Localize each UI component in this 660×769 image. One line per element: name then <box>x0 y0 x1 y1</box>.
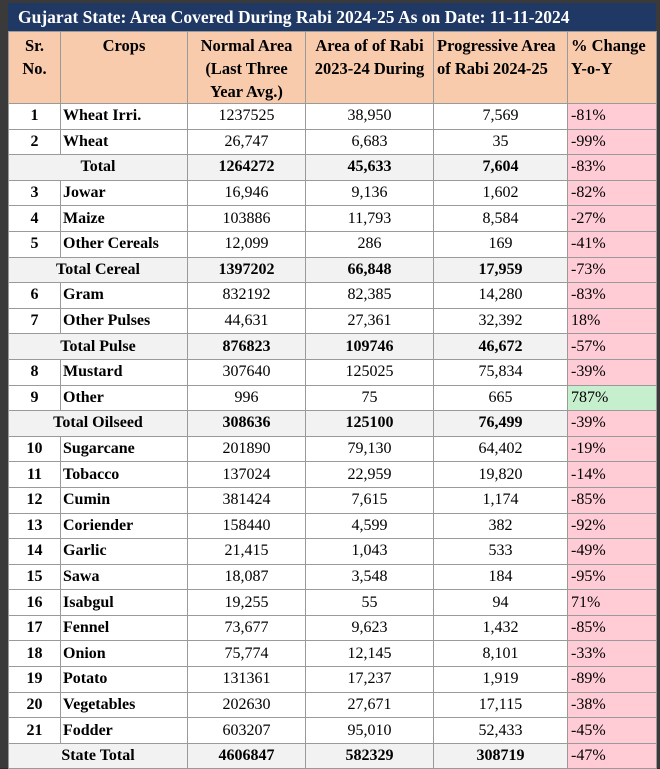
crop-name-cell: Potato <box>61 667 188 693</box>
crop-name-cell: Sugarcane <box>61 436 188 462</box>
table-row <box>9 385 657 411</box>
normal-area-cell: 832192 <box>188 283 306 309</box>
prev-area-cell: 6,683 <box>306 129 434 155</box>
progressive-area-cell: 94 <box>434 590 568 616</box>
progressive-area-cell: 169 <box>434 231 568 257</box>
prev-area-cell: 286 <box>306 231 434 257</box>
crop-name-cell: Other Cereals <box>61 231 188 257</box>
percent-change-cell: -45% <box>568 718 657 744</box>
normal-area-cell: 26,747 <box>188 129 306 155</box>
header-row <box>9 32 657 104</box>
total-row <box>9 334 657 360</box>
crop-name-cell: Fennel <box>61 615 188 641</box>
progressive-area-cell: 7,569 <box>434 104 568 130</box>
sr-no-cell: 15 <box>9 564 61 590</box>
table-row <box>9 231 657 257</box>
prev-area-cell: 12,145 <box>306 641 434 667</box>
table-row <box>9 283 657 309</box>
prev-area-cell: 109746 <box>306 334 434 360</box>
sr-no-cell: 13 <box>9 513 61 539</box>
crop-name-cell: Wheat Irri. <box>61 104 188 130</box>
percent-change-cell: -41% <box>568 231 657 257</box>
crop-name-cell: Tobacco <box>61 462 188 488</box>
progressive-area-cell: 76,499 <box>434 411 568 437</box>
crop-name-cell: Sawa <box>61 564 188 590</box>
sr-no-cell: 12 <box>9 487 61 513</box>
percent-change-cell: 18% <box>568 308 657 334</box>
total-label: Total Cereal <box>9 257 188 283</box>
percent-change-cell: -92% <box>568 513 657 539</box>
sr-no-cell: 4 <box>9 206 61 232</box>
prev-area-cell: 11,793 <box>306 206 434 232</box>
sr-no-cell: 16 <box>9 590 61 616</box>
prev-area-cell: 55 <box>306 590 434 616</box>
normal-area-cell: 1264272 <box>188 155 306 181</box>
total-row <box>9 257 657 283</box>
table-row <box>9 462 657 488</box>
crop-name-cell: Wheat <box>61 129 188 155</box>
progressive-area-cell: 1,919 <box>434 667 568 693</box>
prev-area-cell: 9,623 <box>306 615 434 641</box>
crop-name-cell: Other Pulses <box>61 308 188 334</box>
percent-change-cell: -57% <box>568 334 657 360</box>
percent-change-cell: -85% <box>568 615 657 641</box>
header-crops: Crops <box>61 32 188 104</box>
normal-area-cell: 18,087 <box>188 564 306 590</box>
progressive-area-cell: 1,174 <box>434 487 568 513</box>
table-title: Gujarat State: Area Covered During Rabi 2024-25 As on Date: 11-11-2024 <box>8 3 656 31</box>
table-row <box>9 513 657 539</box>
table-row <box>9 615 657 641</box>
percent-change-cell: -33% <box>568 641 657 667</box>
prev-area-cell: 9,136 <box>306 180 434 206</box>
percent-change-cell: -82% <box>568 180 657 206</box>
sr-no-cell: 11 <box>9 462 61 488</box>
prev-area-cell: 4,599 <box>306 513 434 539</box>
rabi-area-table <box>8 31 657 769</box>
total-label: State Total <box>9 743 188 769</box>
normal-area-cell: 876823 <box>188 334 306 360</box>
sr-no-cell: 7 <box>9 308 61 334</box>
percent-change-cell: -73% <box>568 257 657 283</box>
percent-change-cell: -27% <box>568 206 657 232</box>
progressive-area-cell: 19,820 <box>434 462 568 488</box>
prev-area-cell: 79,130 <box>306 436 434 462</box>
table-row <box>9 667 657 693</box>
normal-area-cell: 996 <box>188 385 306 411</box>
header-prev-area: Area of of Rabi 2023-24 During <box>306 32 434 104</box>
percent-change-cell: -81% <box>568 104 657 130</box>
progressive-area-cell: 1,602 <box>434 180 568 206</box>
table-row <box>9 206 657 232</box>
progressive-area-cell: 184 <box>434 564 568 590</box>
table-row <box>9 641 657 667</box>
crop-name-cell: Isabgul <box>61 590 188 616</box>
sr-no-cell: 17 <box>9 615 61 641</box>
progressive-area-cell: 17,115 <box>434 692 568 718</box>
percent-change-cell: -39% <box>568 359 657 385</box>
prev-area-cell: 75 <box>306 385 434 411</box>
percent-change-cell: -89% <box>568 667 657 693</box>
header-progressive-area: Progressive Area of Rabi 2024-25 <box>434 32 568 104</box>
percent-change-cell: 787% <box>568 385 657 411</box>
sr-no-cell: 19 <box>9 667 61 693</box>
percent-change-cell: -39% <box>568 411 657 437</box>
progressive-area-cell: 382 <box>434 513 568 539</box>
progressive-area-cell: 7,604 <box>434 155 568 181</box>
percent-change-cell: -85% <box>568 487 657 513</box>
table-row <box>9 718 657 744</box>
percent-change-cell: -49% <box>568 539 657 565</box>
prev-area-cell: 66,848 <box>306 257 434 283</box>
total-label: Total Pulse <box>9 334 188 360</box>
progressive-area-cell: 64,402 <box>434 436 568 462</box>
normal-area-cell: 44,631 <box>188 308 306 334</box>
sr-no-cell: 2 <box>9 129 61 155</box>
prev-area-cell: 95,010 <box>306 718 434 744</box>
table-row <box>9 692 657 718</box>
normal-area-cell: 201890 <box>188 436 306 462</box>
progressive-area-cell: 35 <box>434 129 568 155</box>
normal-area-cell: 4606847 <box>188 743 306 769</box>
normal-area-cell: 158440 <box>188 513 306 539</box>
total-label: Total <box>9 155 188 181</box>
normal-area-cell: 307640 <box>188 359 306 385</box>
percent-change-cell: -99% <box>568 129 657 155</box>
progressive-area-cell: 8,584 <box>434 206 568 232</box>
crop-name-cell: Gram <box>61 283 188 309</box>
prev-area-cell: 82,385 <box>306 283 434 309</box>
sr-no-cell: 5 <box>9 231 61 257</box>
table-row <box>9 129 657 155</box>
header-percent-change: % Change Y-o-Y <box>568 32 657 104</box>
normal-area-cell: 137024 <box>188 462 306 488</box>
progressive-area-cell: 52,433 <box>434 718 568 744</box>
sr-no-cell: 14 <box>9 539 61 565</box>
normal-area-cell: 19,255 <box>188 590 306 616</box>
normal-area-cell: 75,774 <box>188 641 306 667</box>
table-row <box>9 180 657 206</box>
table-row <box>9 487 657 513</box>
prev-area-cell: 1,043 <box>306 539 434 565</box>
prev-area-cell: 125100 <box>306 411 434 437</box>
header-normal-area: Normal Area (Last Three Year Avg.) <box>188 32 306 104</box>
progressive-area-cell: 14,280 <box>434 283 568 309</box>
table-row <box>9 436 657 462</box>
prev-area-cell: 582329 <box>306 743 434 769</box>
prev-area-cell: 125025 <box>306 359 434 385</box>
sr-no-cell: 9 <box>9 385 61 411</box>
table-body <box>9 104 657 769</box>
normal-area-cell: 131361 <box>188 667 306 693</box>
table-row <box>9 359 657 385</box>
sr-no-cell: 21 <box>9 718 61 744</box>
progressive-area-cell: 1,432 <box>434 615 568 641</box>
percent-change-cell: -38% <box>568 692 657 718</box>
table-row <box>9 564 657 590</box>
crop-name-cell: Onion <box>61 641 188 667</box>
crop-name-cell: Fodder <box>61 718 188 744</box>
normal-area-cell: 73,677 <box>188 615 306 641</box>
normal-area-cell: 12,099 <box>188 231 306 257</box>
prev-area-cell: 7,615 <box>306 487 434 513</box>
percent-change-cell: -95% <box>568 564 657 590</box>
sr-no-cell: 3 <box>9 180 61 206</box>
crop-name-cell: Other <box>61 385 188 411</box>
total-row <box>9 743 657 769</box>
progressive-area-cell: 665 <box>434 385 568 411</box>
crop-name-cell: Jowar <box>61 180 188 206</box>
table-row <box>9 308 657 334</box>
table-row <box>9 539 657 565</box>
total-row <box>9 155 657 181</box>
normal-area-cell: 202630 <box>188 692 306 718</box>
crop-name-cell: Mustard <box>61 359 188 385</box>
progressive-area-cell: 46,672 <box>434 334 568 360</box>
total-label: Total Oilseed <box>9 411 188 437</box>
sr-no-cell: 1 <box>9 104 61 130</box>
progressive-area-cell: 533 <box>434 539 568 565</box>
normal-area-cell: 381424 <box>188 487 306 513</box>
progressive-area-cell: 75,834 <box>434 359 568 385</box>
percent-change-cell: -83% <box>568 283 657 309</box>
progressive-area-cell: 8,101 <box>434 641 568 667</box>
normal-area-cell: 1237525 <box>188 104 306 130</box>
percent-change-cell: 71% <box>568 590 657 616</box>
prev-area-cell: 22,959 <box>306 462 434 488</box>
prev-area-cell: 17,237 <box>306 667 434 693</box>
crop-name-cell: Vegetables <box>61 692 188 718</box>
prev-area-cell: 38,950 <box>306 104 434 130</box>
sr-no-cell: 20 <box>9 692 61 718</box>
progressive-area-cell: 32,392 <box>434 308 568 334</box>
percent-change-cell: -47% <box>568 743 657 769</box>
table-row <box>9 104 657 130</box>
sr-no-cell: 10 <box>9 436 61 462</box>
crop-name-cell: Cumin <box>61 487 188 513</box>
normal-area-cell: 1397202 <box>188 257 306 283</box>
percent-change-cell: -19% <box>568 436 657 462</box>
total-row <box>9 411 657 437</box>
percent-change-cell: -83% <box>568 155 657 181</box>
crop-name-cell: Garlic <box>61 539 188 565</box>
crop-name-cell: Coriender <box>61 513 188 539</box>
progressive-area-cell: 308719 <box>434 743 568 769</box>
sr-no-cell: 18 <box>9 641 61 667</box>
normal-area-cell: 308636 <box>188 411 306 437</box>
prev-area-cell: 3,548 <box>306 564 434 590</box>
table-row <box>9 590 657 616</box>
normal-area-cell: 103886 <box>188 206 306 232</box>
sr-no-cell: 6 <box>9 283 61 309</box>
prev-area-cell: 45,633 <box>306 155 434 181</box>
percent-change-cell: -14% <box>568 462 657 488</box>
normal-area-cell: 603207 <box>188 718 306 744</box>
crop-name-cell: Maize <box>61 206 188 232</box>
header-sr-no: Sr. No. <box>9 32 61 104</box>
prev-area-cell: 27,361 <box>306 308 434 334</box>
normal-area-cell: 16,946 <box>188 180 306 206</box>
progressive-area-cell: 17,959 <box>434 257 568 283</box>
sr-no-cell: 8 <box>9 359 61 385</box>
prev-area-cell: 27,671 <box>306 692 434 718</box>
normal-area-cell: 21,415 <box>188 539 306 565</box>
